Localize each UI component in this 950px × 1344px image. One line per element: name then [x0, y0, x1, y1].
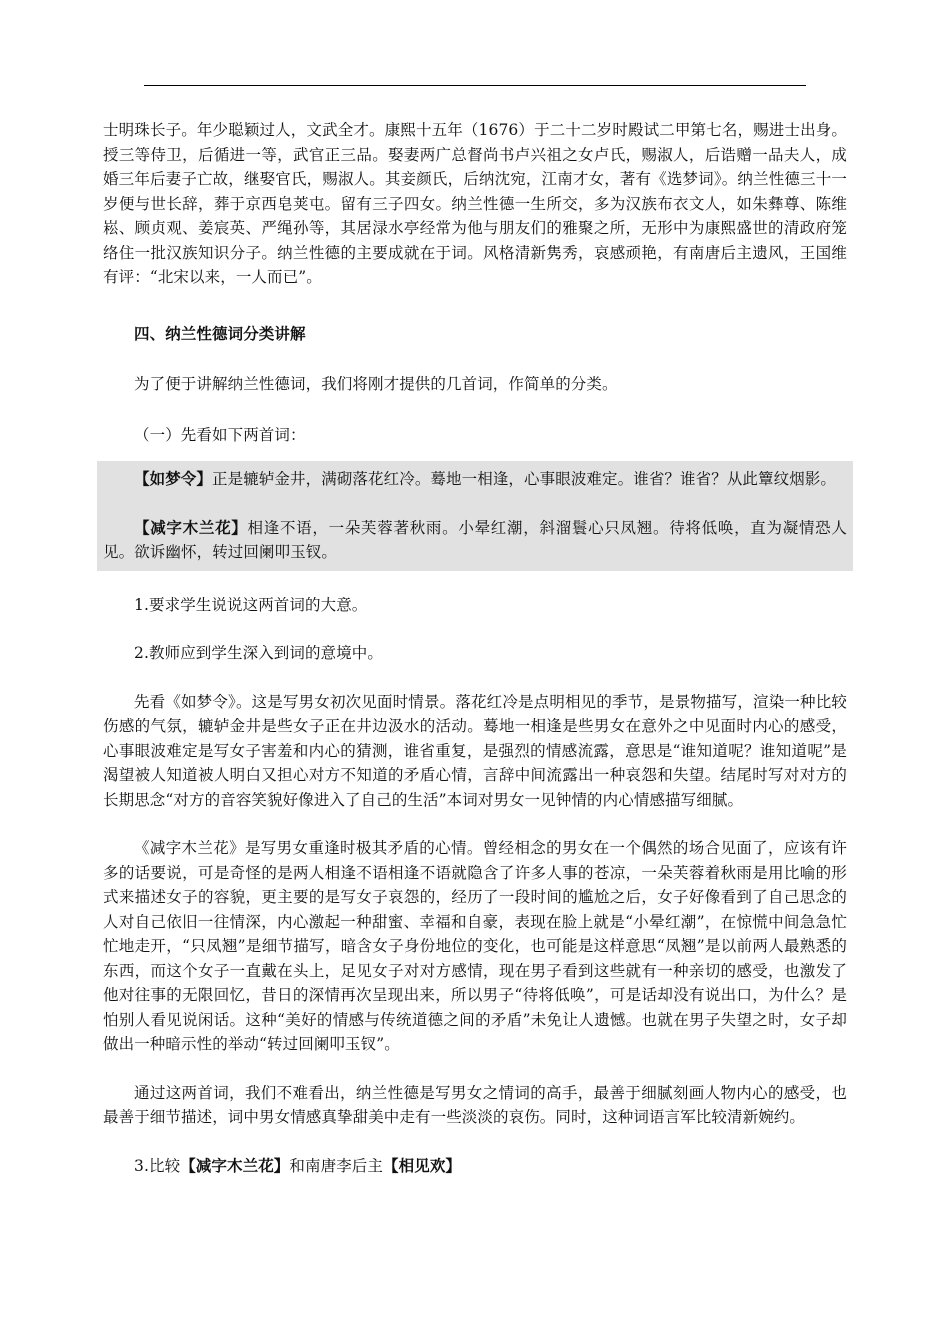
- list-item-1: 1.要求学生说说这两首词的大意。: [134, 595, 368, 614]
- summary-paragraph: 通过这两首词，我们不难看出，纳兰性德是写男女之情词的高手，最善于细腻刻画人物内心的感受，也最善于细节描述，词中男女情感真挚甜美中走有一些淡淡的哀伤。同时，这种词语言军比较清新婉约。: [103, 1083, 847, 1126]
- poem-title: 【如梦令】: [134, 469, 213, 488]
- poem-text: 正是辘轳金井，满砌落花红冷。蓦地一相逢，心事眼波难定。谁省？谁省？从此簟纹烟影。: [212, 470, 837, 488]
- document-body: [103, 118, 847, 1178]
- analysis-paragraph-2: 《减字木兰花》是写男女重逢时极其矛盾的心情。曾经相念的男女在一个偶然的场合见面了，应该有许多的话要说，可是奇怪的是两人相逢不语相逢不语就隐含了许多人事的苍凉，一朵芙蓉着秋雨是用比喻的形式来描述女子的容貌，更主要的是写女子哀怨的，经历了一段时间的尴尬之后，女子好像看到了自己思念的人对自己依旧一往情深，内心激起一种甜蜜、幸福和自豪，表现在脸上就是“小晕红潮”，在惊慌中间急急忙忙地走开，“只凤翘”是细节描写，暗含女子身份地位的变化，也可能是这样意思“凤翘”是以前两人最熟悉的东西，而这个女子一直戴在头上，足见女子对对方感情，现在男子看到这些就有一种亲切的感受，也激发了他对往事的无限回忆，昔日的深情再次呈现出来，所以男子“待将低唤”，可是话却没有说出口，为什么？是怕别人看见说闲话。这种“美好的情感与传统道德之间的矛盾”未免让人遗憾。也就在男子失望之时，女子却做出一种暗示性的举动“转过回阑叩玉钗”。: [103, 839, 847, 1053]
- list-item-3: [103, 1154, 847, 1179]
- section-heading: 四、纳兰性德词分类讲解: [134, 323, 306, 343]
- item3-title-2: 【相见欢】: [383, 1155, 462, 1175]
- poem-title: 【减字木兰花】: [134, 517, 248, 537]
- header-rule: [144, 85, 806, 86]
- lead-sentence: 为了便于讲解纳兰性德词，我们将刚才提供的几首词，作简单的分类。: [134, 375, 618, 393]
- item3-middle: 和南唐李后主: [289, 1156, 384, 1175]
- poem-text: 相逢不语，一朵芙蓉著秋雨。小晕红潮，斜溜鬟心只凤翘。待将低唤，直为凝情恐人见。欲诉幽怀，转过回阑叩玉钗。: [103, 518, 847, 561]
- list-item-2: 2.教师应到学生深入到词的意境中。: [134, 644, 383, 662]
- poem-quote-box: [97, 461, 853, 571]
- sub-heading: （一）先看如下两首词：: [134, 425, 306, 444]
- analysis-paragraph-1: 先看《如梦令》。这是写男女初次见面时情景。落花红冷是点明相见的季节，是景物描写，渲染一种比较伤感的气氛，辘轳金井是些女子正在井边汲水的活动。蓦地一相逢是些男女在意外之中见面时内心的感受，心事眼波难定是写女子害羞和内心的猜测，谁省重复，是强烈的情感流露，意思是“谁知道呢？谁知道呢”是渴望被人知道被人明白又担心对方不知道的矛盾心情，言辞中间流露出一种哀怨和失望。结尾时写对对方的长期思念“对方的音容笑貌好像进入了自己的生活”本词对男女一见钟情的内心情感描写细腻。: [103, 692, 847, 809]
- intro-paragraph: 士明珠长子。年少聪颖过人，文武全才。康熙十五年（1676）于二十二岁时殿试二甲第七名，赐进士出身。授三等侍卫，后循进一等，武官正三品。娶妻两广总督尚书卢兴祖之女卢氏，赐淑人，后诰赠一品夫人，成婚三年后妻子亡故，继娶官氏，赐淑人。其妾颜氏，后纳沈宛，江南才女，著有《选梦词》。纳兰性德三十一岁便与世长辞，葬于京西皂荚屯。留有三子四女。纳兰性德一生所交，多为汉族布衣文人，如朱彝尊、陈维崧、顾贞观、姜宸英、严绳孙等，其居渌水亭经常为他与朋友们的雅聚之所，无形中为康熙盛世的清政府笼络住一批汉族知识分子。纳兰性德的主要成就在于词。风格清新隽秀，哀感顽艳，有南唐后主遗风，王国维有评：“北宋以来，一人而已”。: [103, 121, 847, 286]
- item3-title-1: 【减字木兰花】: [180, 1155, 290, 1175]
- item3-prefix: 3.比较: [134, 1156, 181, 1175]
- poem-rumengling: [103, 467, 847, 492]
- poem-jianzimulanhua: [103, 516, 847, 565]
